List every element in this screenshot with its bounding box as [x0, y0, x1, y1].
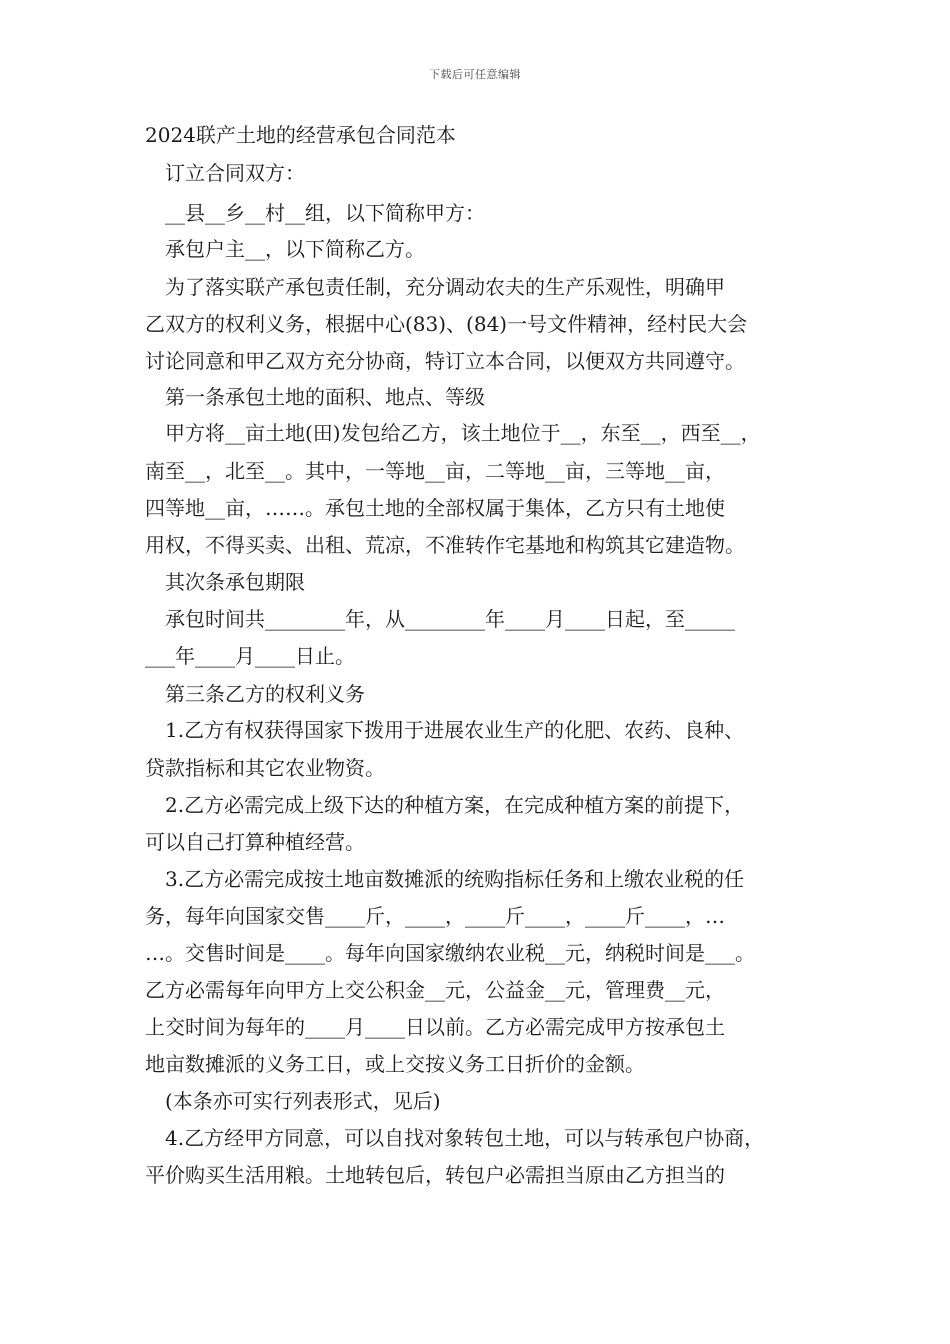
paragraph-line: 南至__，北至__。其中，一等地__亩，二等地__亩，三等地__亩，: [145, 459, 725, 483]
paragraph-line: 用权，不得买卖、出租、荒凉，不准转作宅基地和构筑其它建造物。: [145, 533, 745, 557]
paragraph-line: 务，每年向国家交售____斤，____，____斤____，____斤____，…: [145, 904, 725, 928]
paragraph-line: 为了落实联产承包责任制，充分调动农夫的生产乐观性，明确甲: [165, 275, 725, 299]
paragraph-note: (本条亦可实行列表形式，见后): [165, 1089, 441, 1113]
paragraph-line: 平价购买生活用粮。土地转包后，转包户必需担当原由乙方担当的: [145, 1163, 725, 1187]
section-heading: 其次条承包期限: [165, 570, 305, 594]
paragraph-line: 甲方将__亩土地(田)发包给乙方，该土地位于__，东至__，西至__，: [165, 421, 761, 445]
paragraph-line: __县__乡__村__组，以下简称甲方：: [165, 201, 485, 225]
page-header: 下载后可任意编辑: [429, 68, 521, 81]
paragraph-line: 讨论同意和甲乙双方充分协商，特订立本合同，以便双方共同遵守。: [145, 349, 745, 373]
section-heading: 第一条承包土地的面积、地点、等级: [165, 385, 485, 409]
paragraph-line: …。交售时间是____。每年向国家缴纳农业税__元，纳税时间是___。: [145, 941, 755, 965]
paragraph-line: 承包时间共________年，从________年____月____日起，至_____: [165, 607, 735, 631]
paragraph-line: 可以自己打算种植经营。: [145, 830, 365, 854]
paragraph-line: 4.乙方经甲方同意，可以自找对象转包土地，可以与转承包户协商，: [165, 1126, 765, 1150]
section-heading: 第三条乙方的权利义务: [165, 682, 365, 706]
paragraph-line: ___年____月____日止。: [145, 644, 355, 668]
paragraph-line: 地亩数摊派的义务工日，或上交按义务工日折价的金额。: [145, 1052, 645, 1076]
paragraph-line: 3.乙方必需完成按土地亩数摊派的统购指标任务和上缴农业税的任: [165, 867, 745, 891]
paragraph-line: 上交时间为每年的____月____日以前。乙方必需完成甲方按承包土: [145, 1015, 725, 1039]
paragraph-line: 贷款指标和其它农业物资。: [145, 756, 385, 780]
paragraph-line: 承包户主__，以下简称乙方。: [165, 237, 425, 261]
paragraph-line: 订立合同双方：: [165, 161, 305, 185]
paragraph-line: 四等地__亩，……。承包土地的全部权属于集体，乙方只有土地使: [145, 496, 725, 520]
document-title: 2024联产土地的经营承包合同范本: [145, 123, 456, 147]
paragraph-line: 乙双方的权利义务，根据中心(83)、(84)一号文件精神，经村民大会: [145, 312, 748, 336]
paragraph-line: 乙方必需每年向甲方上交公积金__元，公益金__元，管理费__元，: [145, 978, 725, 1002]
paragraph-line: 2.乙方必需完成上级下达的种植方案，在完成种植方案的前提下，: [165, 793, 745, 817]
paragraph-line: 1.乙方有权获得国家下拨用于进展农业生产的化肥、农药、良种、: [165, 718, 745, 742]
